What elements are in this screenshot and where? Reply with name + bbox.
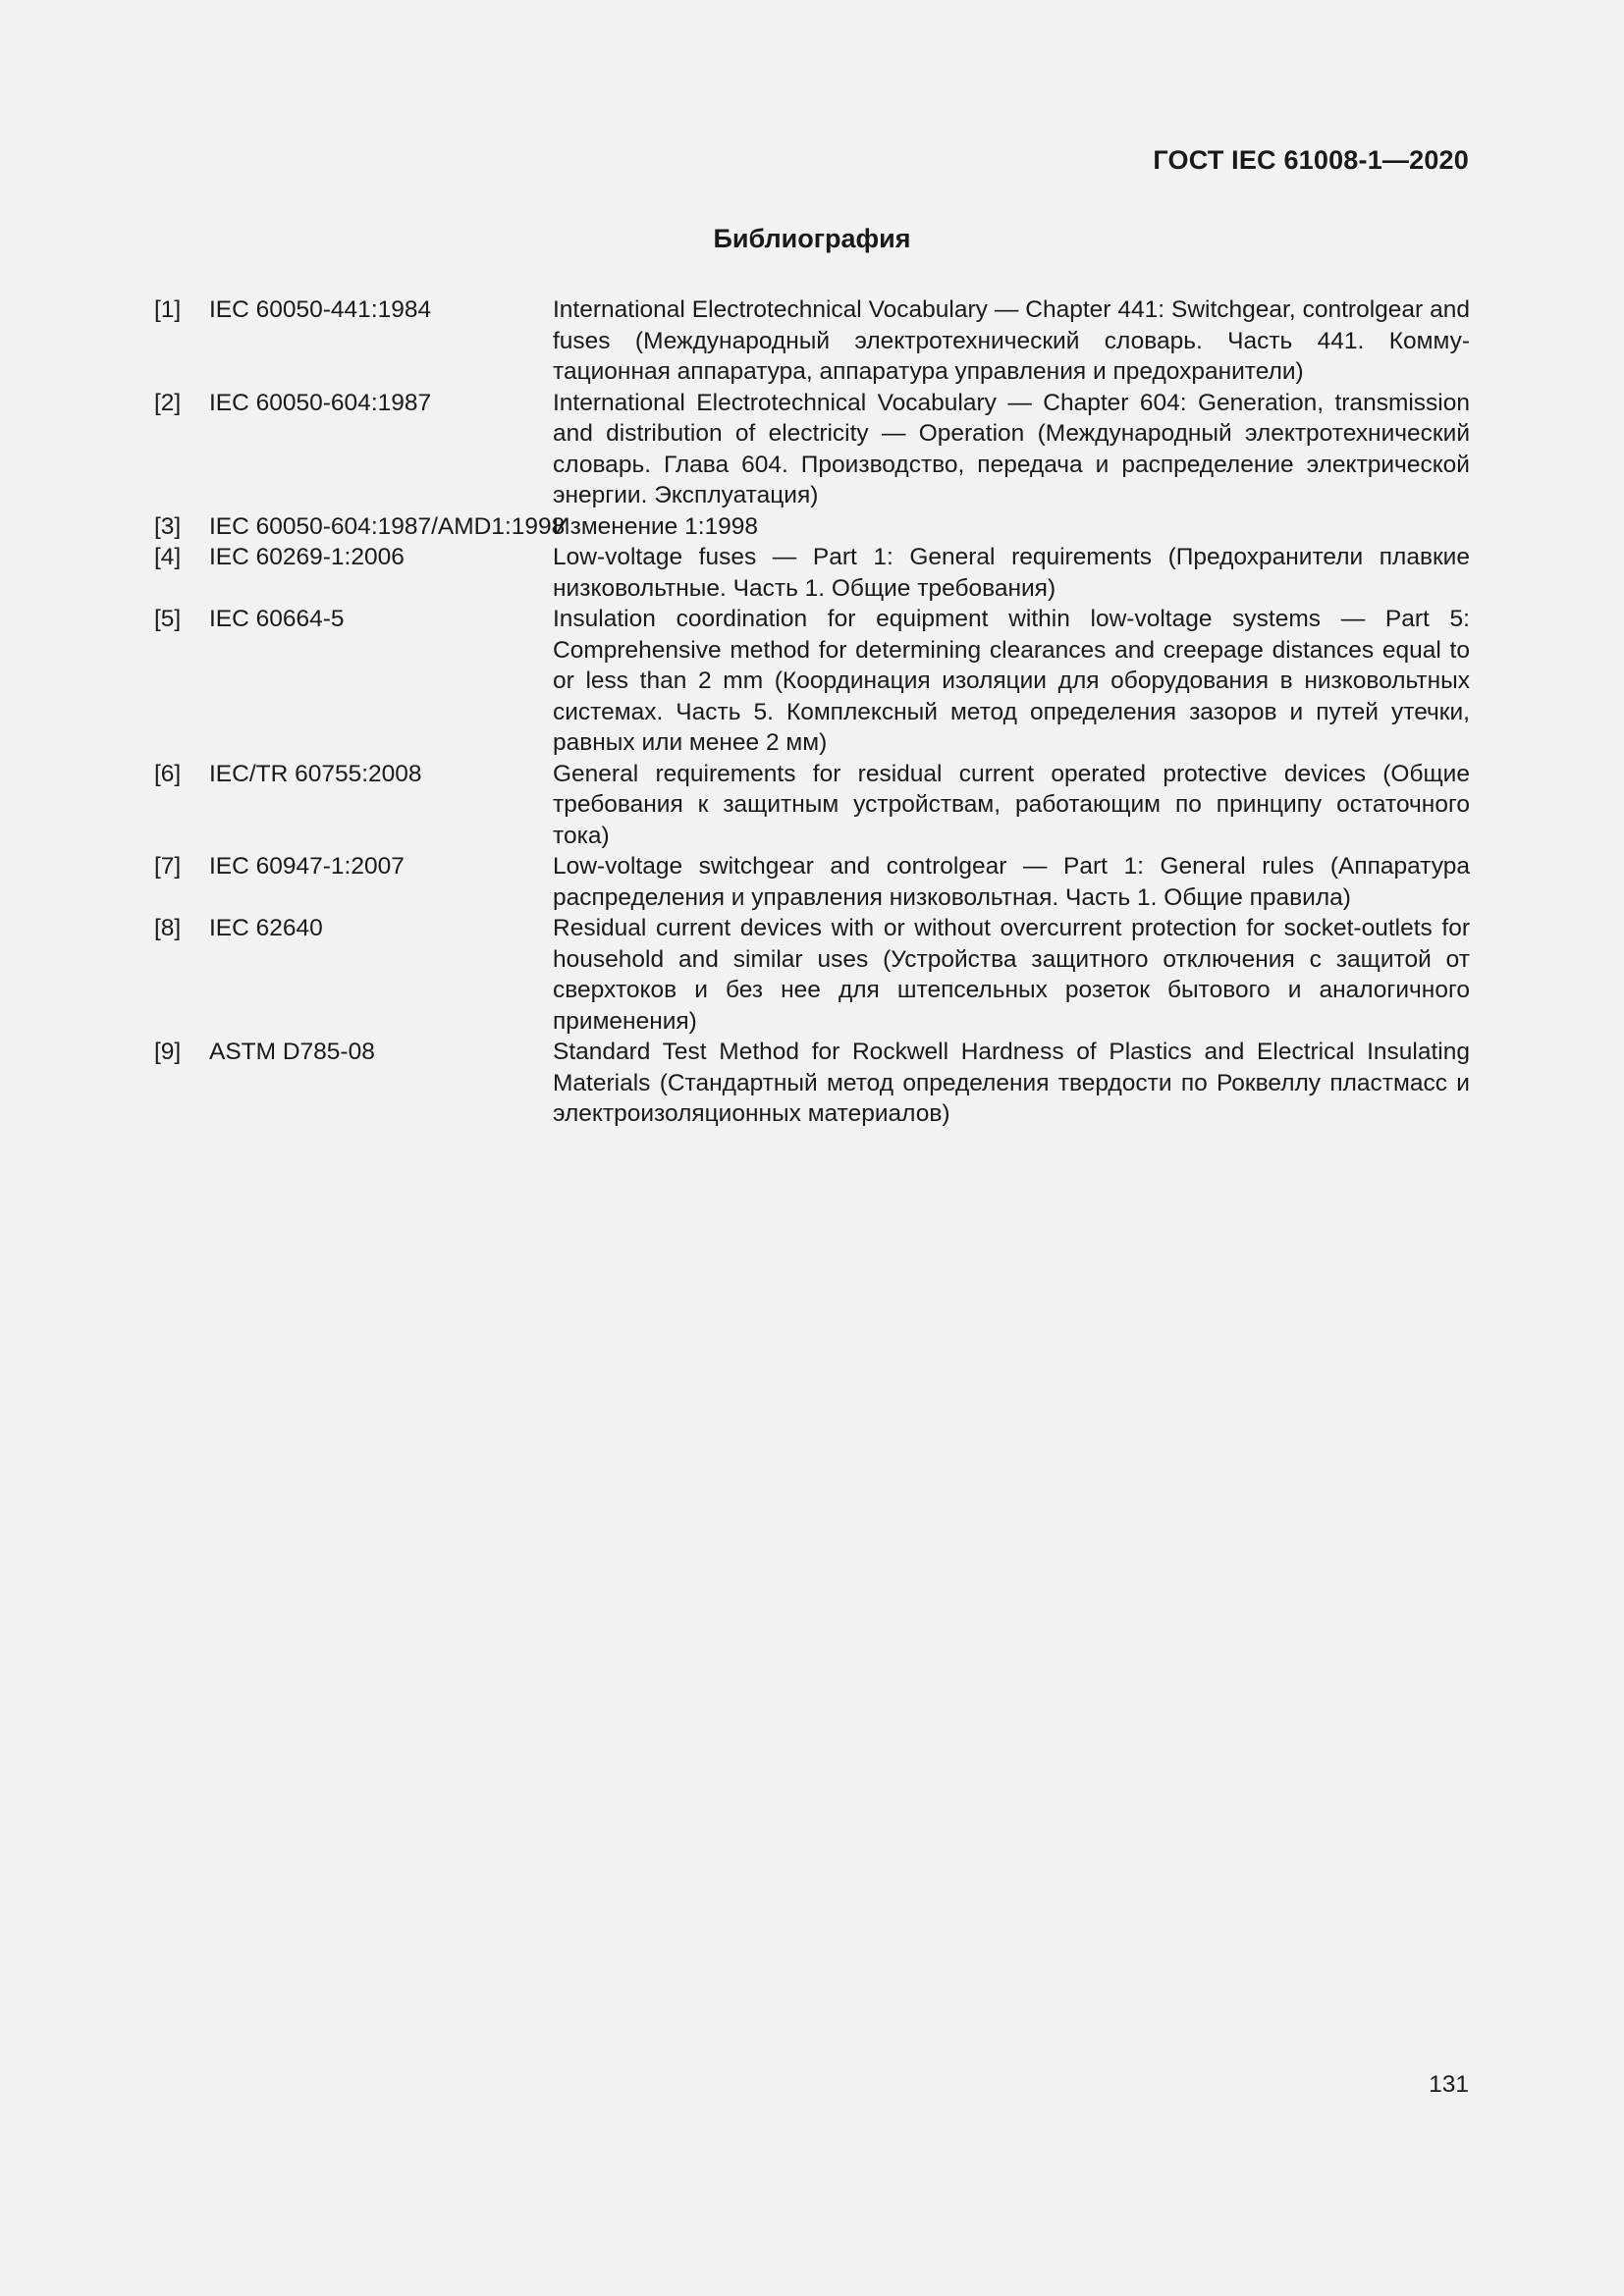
entry-number: [3] bbox=[154, 512, 182, 540]
bibliography-entry bbox=[154, 759, 1470, 852]
bibliography-entry bbox=[154, 851, 1470, 913]
entry-description: Low-voltage fuses — Part 1: General requirements (Предохранители плавкие низковольтные. Часть 1. Общие требования) bbox=[553, 544, 1470, 602]
standard-code-header: ГОСТ IEC 61008-1—2020 bbox=[1153, 145, 1469, 175]
entry-code: IEC 60050-604:1987 bbox=[209, 389, 432, 416]
bibliography-entry bbox=[154, 913, 1470, 1037]
entry-description: International Electrotechnical Vocabulary — Chapter 441: Switchgear, controlgear and fuses (Международный электротехнический словарь. Часть 441. Коммутационная аппаратура, аппаратура управления и предохранители) bbox=[553, 296, 1470, 385]
entry-code: IEC 60664-5 bbox=[209, 606, 345, 632]
page-number: 131 bbox=[1429, 2071, 1469, 2098]
entry-code: IEC/TR 60755:2008 bbox=[209, 760, 422, 787]
bibliography-entry bbox=[154, 511, 1470, 543]
entry-code: IEC 62640 bbox=[209, 915, 323, 941]
entry-description: International Electrotechnical Vocabulary — Chapter 604: Generation, transmission and distribution of electricity — Operation (Международный электротехнический словарь. Глава 604. Производство, передача и распределение электрической энергии. Эксплуатация) bbox=[553, 389, 1470, 508]
bibliography-list bbox=[154, 294, 1470, 1130]
entry-number: [8] bbox=[154, 915, 182, 941]
entry-description: Insulation coordination for equipment within low-voltage systems — Part 5: Comprehensive method for determining clearances and creepage distances equal to or less than 2 mm (Координация изоляции для оборудования в низковольтных системах. Часть 5. Комплексный метод определения зазоров и путей утечки, равных или менее 2 мм) bbox=[553, 606, 1470, 756]
entry-description: Изменение 1:1998 bbox=[553, 512, 759, 540]
entry-number: [2] bbox=[154, 389, 182, 416]
entry-code: ASTM D785-08 bbox=[209, 1039, 375, 1065]
page-title: Библиография bbox=[713, 224, 911, 253]
entry-number: [6] bbox=[154, 760, 182, 787]
entry-code: IEC 60947-1:2007 bbox=[209, 853, 405, 880]
entry-number: [7] bbox=[154, 853, 182, 880]
bibliography-entry bbox=[154, 388, 1470, 511]
bibliography-entry bbox=[154, 1037, 1470, 1130]
entry-code: IEC 60050-441:1984 bbox=[209, 296, 432, 323]
entry-number: [1] bbox=[154, 296, 182, 323]
entry-code: IEC 60269-1:2006 bbox=[209, 544, 405, 570]
entry-number: [5] bbox=[154, 606, 182, 632]
entry-description: Standard Test Method for Rockwell Hardness of Plastics and Electrical Insulating Materials (Стандартный метод определения твердости по Роквеллу пластмасс и электроизоляционных материалов) bbox=[553, 1039, 1470, 1127]
entry-description: Low-voltage switchgear and controlgear — Part 1: General rules (Аппаратура распределения и управления низковольтная. Часть 1. Общие правила) bbox=[553, 853, 1470, 911]
bibliography-entry bbox=[154, 294, 1470, 388]
bibliography-entry bbox=[154, 542, 1470, 604]
entry-description: Residual current devices with or without overcurrent protection for socket-outlets for household and similar uses (Устройства защитного отключения с защитой от сверхтоков и без нее для штепсельных розеток бытового и аналогичного применения) bbox=[553, 915, 1470, 1035]
entry-number: [9] bbox=[154, 1039, 182, 1065]
entry-code: IEC 60050-604:1987/AMD1:1998 bbox=[209, 512, 566, 540]
entry-number: [4] bbox=[154, 544, 182, 570]
entry-description: General requirements for residual current operated protective devices (Общие требования к защитным устройствам, работающим по принципу остаточного тока) bbox=[553, 760, 1470, 849]
bibliography-entry bbox=[154, 604, 1470, 759]
